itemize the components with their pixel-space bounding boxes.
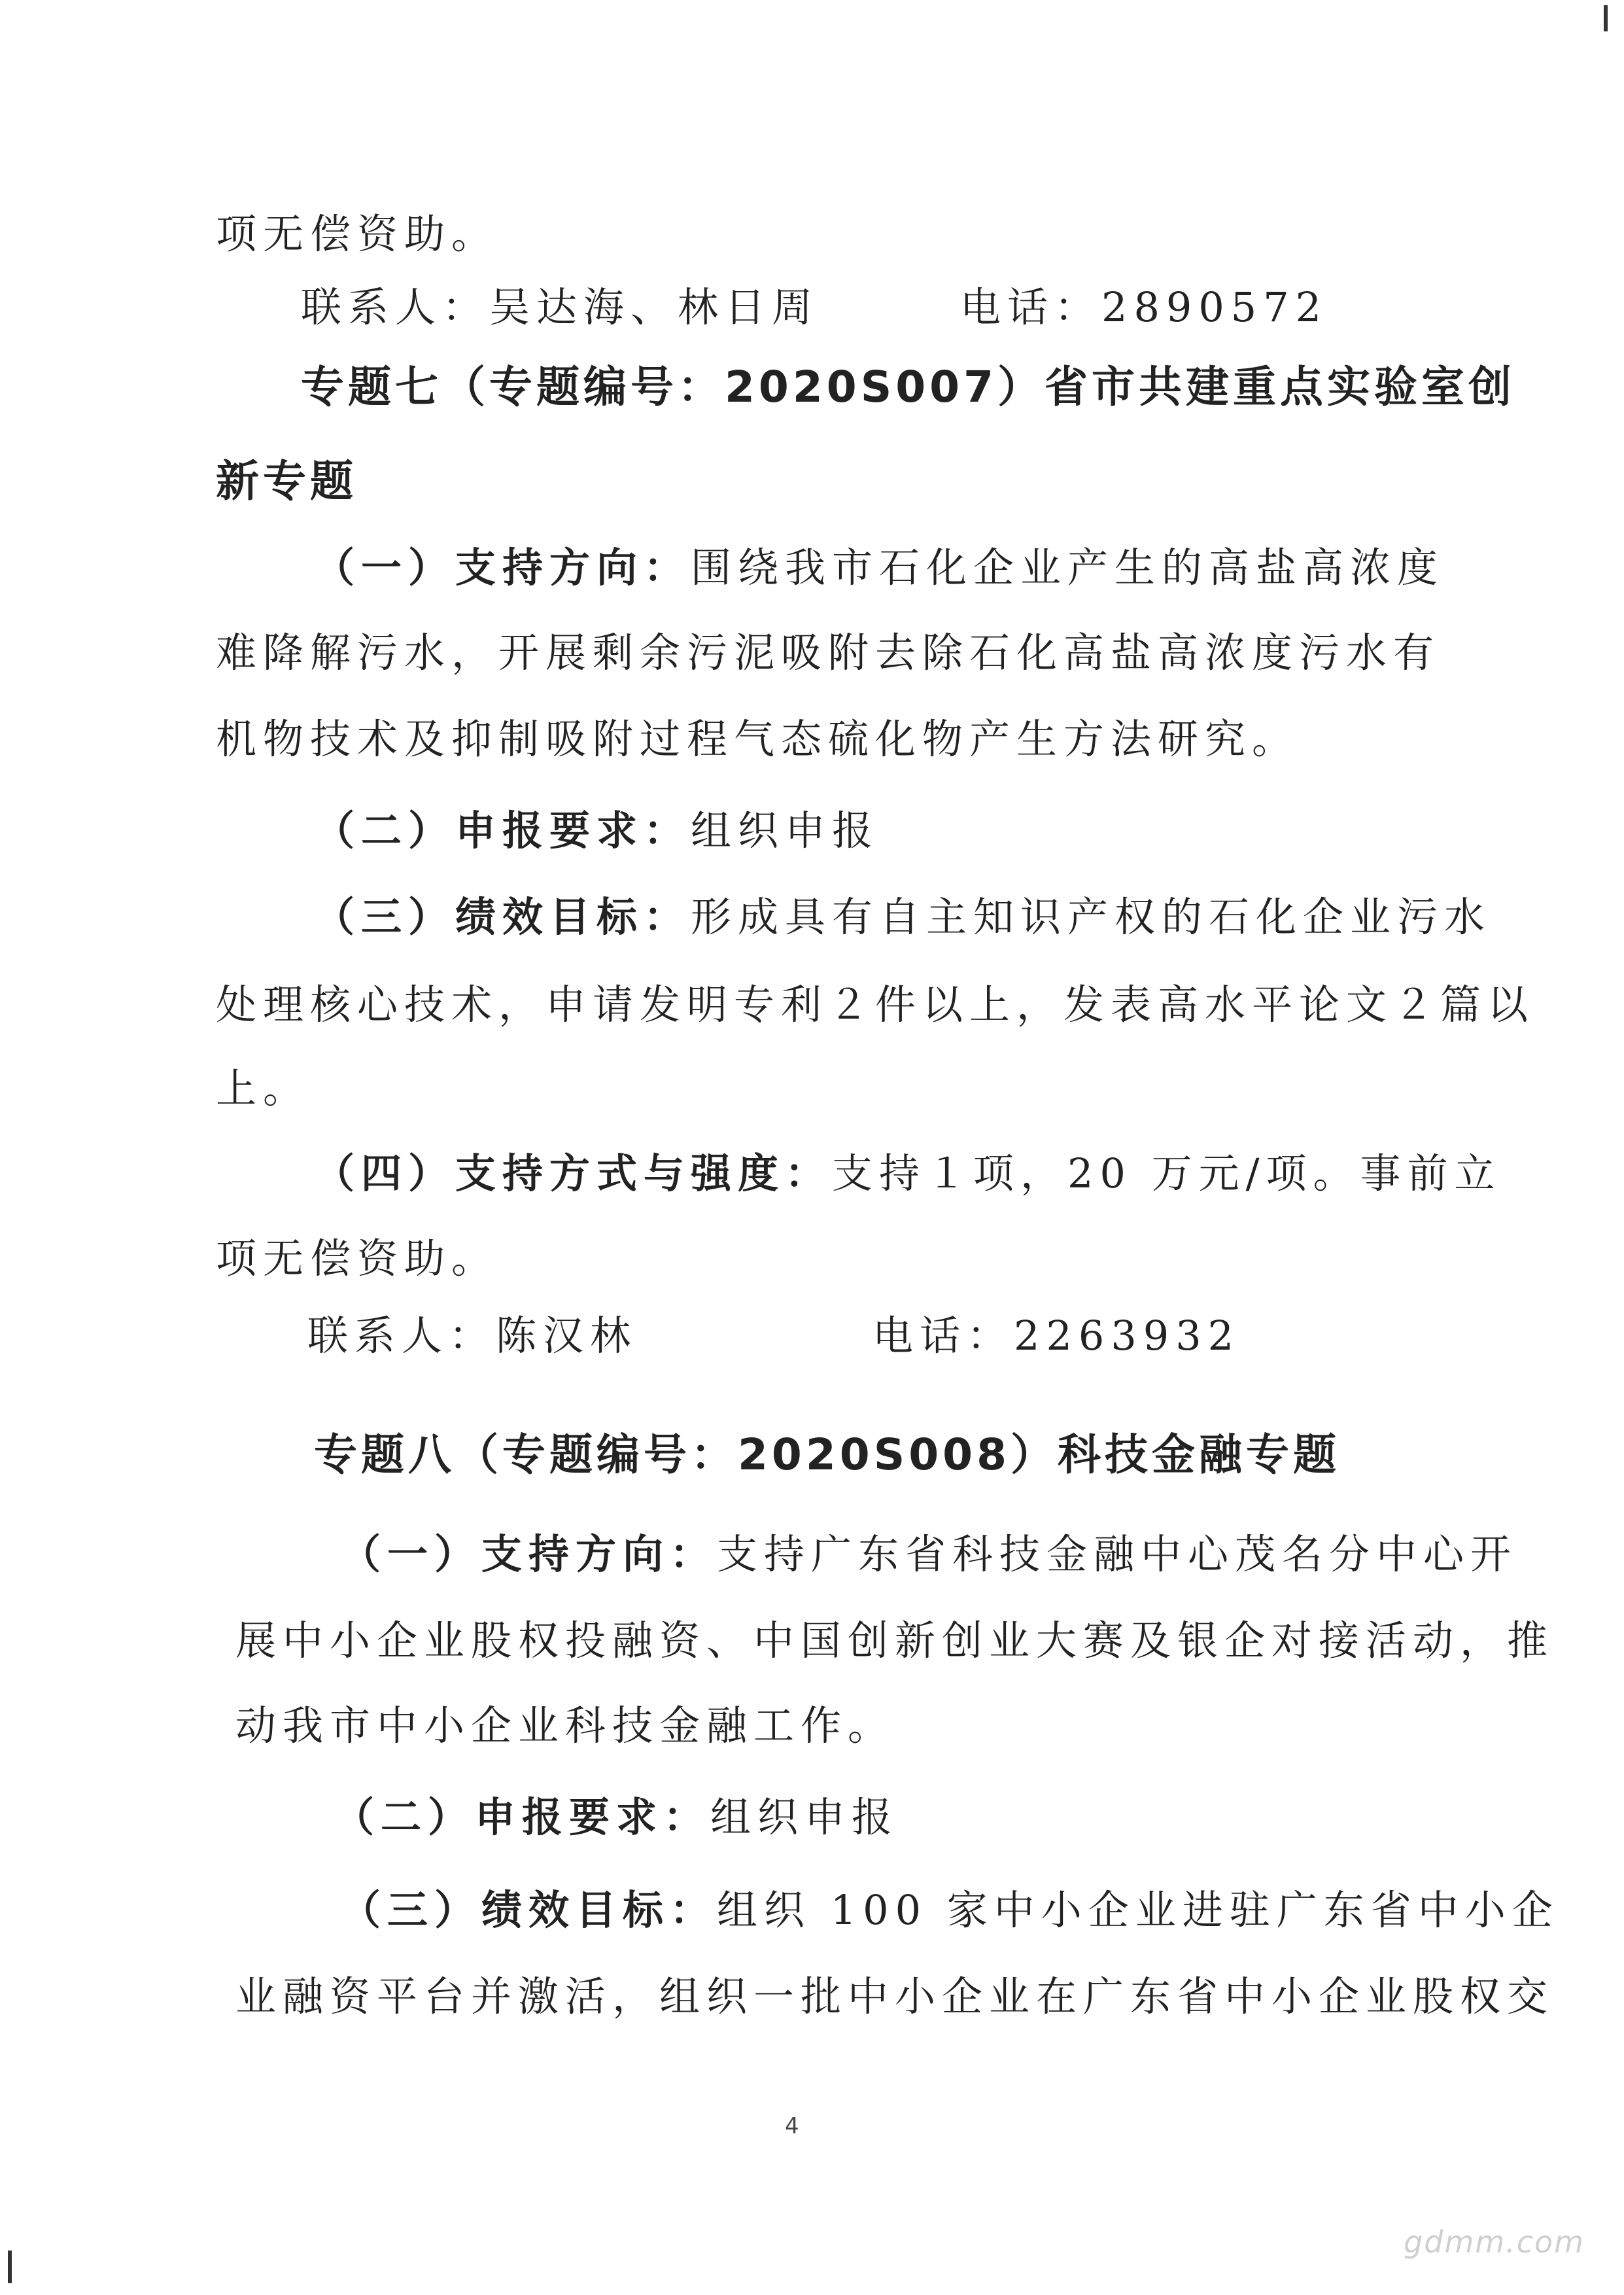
line-text: 处理核心技术，申请发明专利２件以上，发表高水平论文２篇以: [216, 981, 1535, 1028]
line-text: 上。: [216, 1064, 311, 1112]
paragraph-support-direction-7: [314, 542, 1444, 594]
paragraph-performance-goal-8: [340, 1884, 1559, 1936]
paragraph-lead: （一）支持方向：: [314, 544, 691, 591]
line-text: 支持广东省科技金融中心茂名分中心开: [717, 1530, 1518, 1578]
paragraph-lead: （一）支持方向：: [340, 1530, 717, 1578]
paragraph-lead: （四）支持方式与强度：: [314, 1149, 833, 1197]
line-text: 联系人：吴达海、林日周 电话：2890572: [301, 283, 1328, 331]
text-line-13: [216, 1233, 498, 1285]
line-text: 组织申报: [710, 1793, 899, 1841]
paragraph-lead: （三）绩效目标：: [340, 1886, 717, 1934]
line-text: 业融资平台并激活，组织一批中小企业在广东省中小企业股权交: [235, 1972, 1555, 2020]
line-text: 形成具有自主知识产权的石化企业污水: [691, 893, 1492, 941]
paragraph-support-method-7: [314, 1148, 1502, 1200]
line-text: 专题七（专题编号：2020S007）省市共建重点实验室创: [301, 362, 1515, 412]
line-text: 组织申报: [691, 807, 880, 854]
line-text: 机物技术及抑制吸附过程气态硫化物产生方法研究。: [216, 715, 1300, 763]
text-line-10: [216, 979, 1534, 1031]
paragraph-lead: （二）申报要求：: [334, 1793, 711, 1841]
paragraph-lead: （三）绩效目标：: [314, 893, 691, 941]
contact-line-1: [301, 281, 1328, 334]
line-text: 联系人：陈汉林 电话：2263932: [307, 1312, 1241, 1359]
scan-mark-top: [1604, 5, 1608, 31]
line-text: 展中小企业股权投融资、中国创新创业大赛及银企对接活动，推: [235, 1617, 1555, 1664]
watermark: gdmm.com: [1404, 2224, 1585, 2260]
line-text: 项无偿资助。: [216, 210, 499, 258]
paragraph-application-requirement-8: [334, 1791, 899, 1844]
section-title-7-line-2: [216, 454, 357, 509]
text-line-6: [216, 627, 1440, 679]
text-line-1: [216, 208, 498, 260]
line-text: 难降解污水，开展剩余污泥吸附去除石化高盐高浓度污水有: [216, 629, 1441, 676]
section-title-7-line-1: [301, 360, 1515, 415]
line-text: 新专题: [216, 456, 357, 506]
line-text: 项无偿资助。: [216, 1235, 499, 1282]
text-line-18: [235, 1700, 895, 1752]
line-text: 动我市中小企业科技金融工作。: [235, 1702, 895, 1749]
page-number: 4: [785, 2113, 799, 2139]
line-text: 围绕我市石化企业产生的高盐高浓度: [691, 544, 1445, 591]
text-line-11: [216, 1062, 310, 1115]
paragraph-application-requirement-7: [314, 805, 879, 857]
line-text: 组织 100 家中小企业进驻广东省中小企: [717, 1886, 1559, 1934]
section-title-8: [314, 1428, 1340, 1482]
text-line-21: [235, 1971, 1554, 2023]
scan-mark-bottom: [8, 2251, 12, 2283]
paragraph-support-direction-8: [340, 1528, 1517, 1581]
line-text: 支持１项，20 万元/项。事前立: [832, 1149, 1502, 1197]
text-line-7: [216, 713, 1299, 765]
text-line-17: [235, 1615, 1554, 1667]
paragraph-performance-goal-7: [314, 891, 1491, 943]
contact-line-2: [307, 1310, 1240, 1362]
line-text: 专题八（专题编号：2020S008）科技金融专题: [314, 1429, 1340, 1480]
paragraph-lead: （二）申报要求：: [314, 807, 691, 854]
